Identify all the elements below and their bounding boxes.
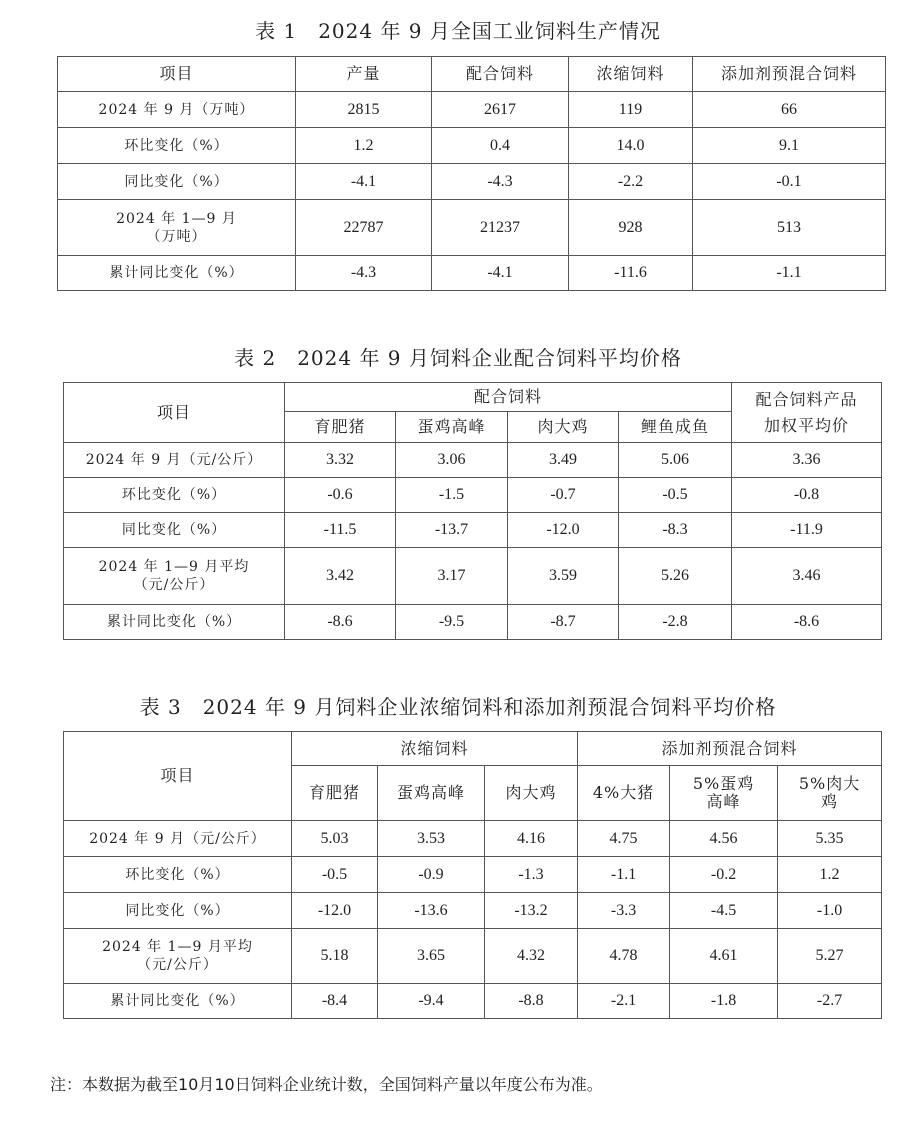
cell: 5.06 — [619, 443, 732, 478]
cell: -12.0 — [292, 893, 378, 929]
row-label — [64, 929, 292, 984]
row-label: 2024 年 9 月（元/公斤） — [64, 821, 292, 857]
table2-subheader-carp: 鲤鱼成鱼 — [619, 412, 732, 443]
cell: 3.36 — [732, 443, 882, 478]
table-row — [58, 200, 886, 256]
table1-header-output: 产量 — [296, 57, 432, 92]
sub5-line2: 高峰 — [706, 792, 741, 811]
cell: -0.5 — [619, 478, 732, 513]
table1-header-premix: 添加剂预混合饲料 — [693, 57, 886, 92]
cell: -2.2 — [569, 164, 693, 200]
table-row — [58, 92, 886, 128]
cell: 14.0 — [569, 128, 693, 164]
table3-subheader-5pct-broiler — [778, 766, 882, 821]
cell: -1.0 — [778, 893, 882, 929]
cell: 513 — [693, 200, 886, 256]
table2 — [63, 382, 882, 640]
cell: 4.32 — [485, 929, 578, 984]
table3-header-item: 项目 — [64, 732, 292, 821]
table1-caption: 表 1 2024 年 9 月全国工业饲料生产情况 — [255, 19, 661, 43]
cell: 3.06 — [396, 443, 508, 478]
table3-subheader-5pct-layer — [670, 766, 778, 821]
table-row — [64, 821, 882, 857]
table-row — [64, 929, 882, 984]
cell: 3.49 — [508, 443, 619, 478]
row-label: 同比变化（%） — [58, 164, 296, 200]
cell: 4.78 — [578, 929, 670, 984]
cell: -11.9 — [732, 513, 882, 548]
cell: -4.5 — [670, 893, 778, 929]
cell: -0.9 — [378, 857, 485, 893]
sub6-line1: 5%肉大 — [798, 774, 861, 793]
row-label — [58, 200, 296, 256]
cell: -9.5 — [396, 605, 508, 640]
cell: -11.6 — [569, 256, 693, 291]
row-label: 累计同比变化（%） — [64, 984, 292, 1019]
cell: -8.8 — [485, 984, 578, 1019]
cell: 2617 — [432, 92, 569, 128]
cell: 3.32 — [285, 443, 396, 478]
cell: 3.53 — [378, 821, 485, 857]
table1-header-item: 项目 — [58, 57, 296, 92]
row-label: 同比变化（%） — [64, 893, 292, 929]
table3-header-row1 — [64, 732, 882, 766]
table-row — [58, 128, 886, 164]
weighted-header-line2: 加权平均价 — [764, 415, 850, 435]
row-label-line1: 2024 年 1—9 月 — [116, 210, 237, 227]
cell: -8.6 — [732, 605, 882, 640]
sub5-line1: 5%蛋鸡 — [692, 774, 755, 793]
table1 — [57, 56, 886, 291]
table3-subheader-peak-layer: 蛋鸡高峰 — [378, 766, 485, 821]
cell: -9.4 — [378, 984, 485, 1019]
cell: 3.17 — [396, 548, 508, 605]
row-label: 累计同比变化（%） — [64, 605, 285, 640]
table-row — [64, 548, 882, 605]
table2-subheader-broiler: 肉大鸡 — [508, 412, 619, 443]
cell: -13.2 — [485, 893, 578, 929]
cell: -1.1 — [693, 256, 886, 291]
cell: -1.5 — [396, 478, 508, 513]
row-label-line1: 2024 年 1—9 月平均 — [102, 939, 253, 955]
table1-header-compound: 配合饲料 — [432, 57, 569, 92]
table1-header-concentrate: 浓缩饲料 — [569, 57, 693, 92]
cell: -4.3 — [432, 164, 569, 200]
row-label: 同比变化（%） — [64, 513, 285, 548]
cell: -11.5 — [285, 513, 396, 548]
table1-header-row — [58, 57, 886, 92]
cell: -8.4 — [292, 984, 378, 1019]
cell: 1.2 — [778, 857, 882, 893]
cell: 2815 — [296, 92, 432, 128]
table2-subheader-finishing-pig: 育肥猪 — [285, 412, 396, 443]
cell: 3.46 — [732, 548, 882, 605]
table-row — [64, 605, 882, 640]
table-row — [58, 164, 886, 200]
table3-caption: 表 3 2024 年 9 月饲料企业浓缩饲料和添加剂预混合饲料平均价格 — [139, 695, 777, 719]
cell: -2.8 — [619, 605, 732, 640]
table-row — [64, 478, 882, 513]
table2-header-compound-group: 配合饲料 — [285, 383, 732, 412]
row-label-line2: （元/公斤） — [137, 957, 218, 973]
row-label-line2: （元/公斤） — [133, 577, 215, 593]
row-label: 环比变化（%） — [64, 857, 292, 893]
cell: 22787 — [296, 200, 432, 256]
cell: -4.1 — [296, 164, 432, 200]
cell: -0.7 — [508, 478, 619, 513]
table3-subheader-4pct-pig: 4%大猪 — [578, 766, 670, 821]
cell: -3.3 — [578, 893, 670, 929]
table3-subheader-finishing-pig: 育肥猪 — [292, 766, 378, 821]
table-row — [64, 443, 882, 478]
cell: -4.1 — [432, 256, 569, 291]
table3-subheader-broiler: 肉大鸡 — [485, 766, 578, 821]
sub6-line2: 鸡 — [821, 792, 839, 811]
cell: 3.65 — [378, 929, 485, 984]
cell: -0.8 — [732, 478, 882, 513]
table3 — [63, 731, 882, 1019]
table3-header-premix-group: 添加剂预混合饲料 — [578, 732, 882, 766]
cell: -0.1 — [693, 164, 886, 200]
cell: 3.59 — [508, 548, 619, 605]
cell: 4.61 — [670, 929, 778, 984]
row-label-line1: 2024 年 1—9 月平均 — [98, 559, 250, 575]
row-label-line2: （万吨） — [146, 228, 207, 245]
footnote: 注：本数据为截至10月10日饲料企业统计数，全国饲料产量以年度公布为准。 — [50, 1075, 603, 1094]
cell: 4.75 — [578, 821, 670, 857]
row-label: 环比变化（%） — [58, 128, 296, 164]
cell: 4.16 — [485, 821, 578, 857]
cell: -13.7 — [396, 513, 508, 548]
table-row — [64, 857, 882, 893]
row-label: 2024 年 9 月（元/公斤） — [64, 443, 285, 478]
cell: -8.3 — [619, 513, 732, 548]
cell: -8.6 — [285, 605, 396, 640]
cell: 5.27 — [778, 929, 882, 984]
cell: 9.1 — [693, 128, 886, 164]
cell: 928 — [569, 200, 693, 256]
cell: -1.8 — [670, 984, 778, 1019]
cell: -4.3 — [296, 256, 432, 291]
table2-header-row1 — [64, 383, 882, 412]
cell: 5.03 — [292, 821, 378, 857]
row-label: 环比变化（%） — [64, 478, 285, 513]
table2-header-item: 项目 — [64, 383, 285, 443]
cell: -13.6 — [378, 893, 485, 929]
cell: 0.4 — [432, 128, 569, 164]
cell: -1.3 — [485, 857, 578, 893]
weighted-header-line1: 配合饲料产品 — [755, 389, 858, 409]
cell: 21237 — [432, 200, 569, 256]
table2-caption: 表 2 2024 年 9 月饲料企业配合饲料平均价格 — [234, 346, 682, 370]
table-row — [64, 513, 882, 548]
cell: -0.2 — [670, 857, 778, 893]
cell: -2.7 — [778, 984, 882, 1019]
cell: -0.5 — [292, 857, 378, 893]
cell: 4.56 — [670, 821, 778, 857]
cell: 1.2 — [296, 128, 432, 164]
table-row — [58, 256, 886, 291]
cell: 5.35 — [778, 821, 882, 857]
cell: -0.6 — [285, 478, 396, 513]
cell: -1.1 — [578, 857, 670, 893]
cell: 66 — [693, 92, 886, 128]
table2-header-weighted — [732, 383, 882, 443]
row-label: 累计同比变化（%） — [58, 256, 296, 291]
cell: 119 — [569, 92, 693, 128]
row-label — [64, 548, 285, 605]
table2-subheader-peak-layer: 蛋鸡高峰 — [396, 412, 508, 443]
table-row — [64, 893, 882, 929]
cell: -8.7 — [508, 605, 619, 640]
cell: 3.42 — [285, 548, 396, 605]
table-row — [64, 984, 882, 1019]
cell: -12.0 — [508, 513, 619, 548]
cell: 5.18 — [292, 929, 378, 984]
table3-header-concentrate-group: 浓缩饲料 — [292, 732, 578, 766]
row-label: 2024 年 9 月（万吨） — [58, 92, 296, 128]
cell: 5.26 — [619, 548, 732, 605]
cell: -2.1 — [578, 984, 670, 1019]
